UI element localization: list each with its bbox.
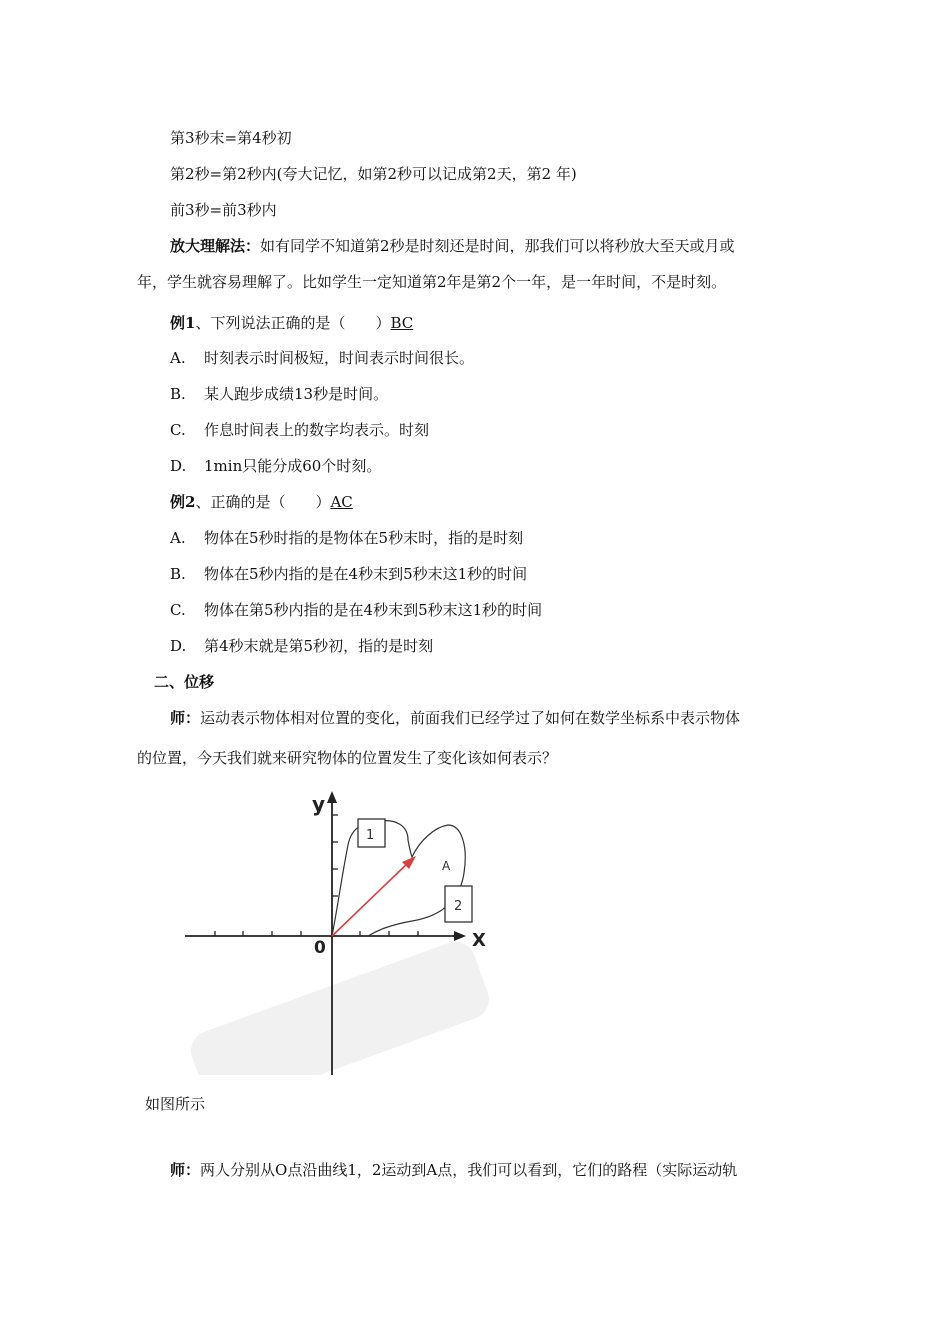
x-axis-arrow-icon	[454, 931, 466, 941]
teacher-label: 师：	[170, 709, 201, 727]
magnify-label: 放大理解法：	[170, 237, 261, 255]
example-1-option-a: A. 时刻表示时间极短，时间表示时间很长。	[170, 349, 475, 367]
x-axis-label: X	[472, 930, 486, 951]
box-2-label: 2	[454, 899, 463, 914]
example-2-option-c: C. 物体在第5秒内指的是在4秒末到5秒末这1秒的时间	[170, 601, 543, 619]
text-line-2: 第2秒=第2秒内(夸大记忆，如第2秒可以记成第2天，第2 年)	[170, 165, 577, 183]
watermark	[185, 936, 494, 1075]
displacement-vector	[332, 861, 410, 936]
example-1-question	[170, 313, 413, 333]
example-1-option-d: D. 1min只能分成60个时刻。	[170, 457, 382, 475]
box-1-label: 1	[366, 828, 375, 843]
y-axis-label: y	[312, 792, 326, 816]
displacement-figure	[180, 785, 510, 1075]
text-line-1: 第3秒末=第4秒初	[170, 129, 292, 147]
example-1-option-c: C. 作息时间表上的数字均表示。时刻	[170, 421, 430, 439]
y-axis-arrow-icon	[327, 791, 337, 803]
example-2-option-d: D. 第4秒末就是第5秒初，指的是时刻	[170, 637, 434, 655]
section-2-paragraph: 师：运动表示物体相对位置的变化，前面我们已经学过了如何在数学坐标系中表示物体	[170, 709, 741, 727]
example-2-text: 、正确的是（ ）	[195, 493, 331, 511]
teacher-label-2: 师：	[170, 1161, 201, 1179]
example-2-answer: AC	[330, 493, 353, 511]
paragraph-magnify	[170, 236, 735, 256]
section-2-heading: 二、位移	[154, 673, 215, 691]
section-3-paragraph: 师：两人分别从O点沿曲线1，2运动到A点，我们可以看到，它们的路程（实际运动轨	[170, 1161, 738, 1179]
example-2-question	[170, 492, 353, 512]
example-1-answer: BC	[390, 314, 414, 332]
figure-caption: 如图所示	[145, 1095, 206, 1113]
origin-label: 0	[314, 938, 326, 958]
example-2-label: 例2	[170, 493, 196, 511]
magnify-text: 如有同学不知道第2秒是时刻还是时间，那我们可以将秒放大至天或月或	[260, 237, 735, 255]
point-a-label: A	[442, 859, 451, 873]
example-2-option-a: A. 物体在5秒时指的是物体在5秒末时，指的是时刻	[170, 529, 524, 547]
example-1-text: 、下列说法正确的是（ ）	[195, 314, 391, 332]
example-1-label: 例1	[170, 314, 196, 332]
example-2-option-b: B. 物体在5秒内指的是在4秒末到5秒末这1秒的时间	[170, 565, 528, 583]
paragraph-magnify-cont: 年，学生就容易理解了。比如学生一定知道第2年是第2个一年，是一年时间，不是时刻。	[137, 273, 727, 291]
example-1-option-b: B. 某人跑步成绩13秒是时间。	[170, 385, 389, 403]
section-2-paragraph-cont: 的位置，今天我们就来研究物体的位置发生了变化该如何表示？	[137, 749, 558, 767]
text-line-3: 前3秒=前3秒内	[170, 201, 277, 219]
